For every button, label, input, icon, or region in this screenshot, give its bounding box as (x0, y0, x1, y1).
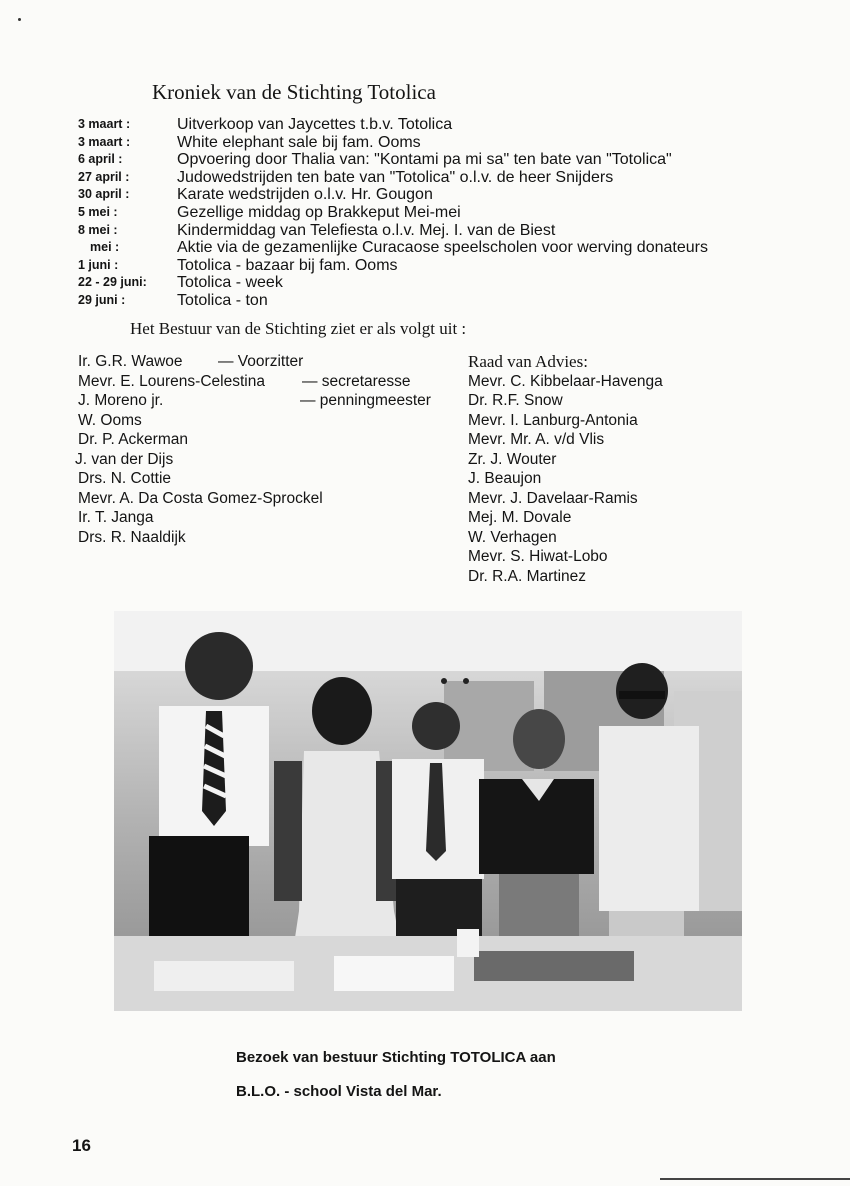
advisory-member: Mevr. I. Lanburg-Antonia (468, 411, 638, 429)
board-member-name: Dr. P. Ackerman (78, 431, 188, 448)
board-member-name: Mevr. E. Lourens-Celestina (78, 372, 265, 390)
advisory-council-title: Raad van Advies: (468, 352, 588, 371)
board-member-role: — Voorzitter (218, 353, 304, 370)
chronicle-text: Kindermiddag van Telefiesta o.l.v. Mej. I. van de Biest (177, 221, 556, 239)
chronicle-date: 8 mei : (78, 222, 118, 237)
chronicle-text: Totolica - ton (177, 291, 268, 309)
chronicle-date: 30 april : (78, 187, 130, 202)
chronicle-date: mei : (90, 240, 120, 255)
chronicle-date: 22 - 29 juni: (78, 275, 147, 290)
board-member-name: J. van der Dijs (75, 450, 174, 468)
page-number: 16 (72, 1136, 91, 1155)
page-title: Kroniek van de Stichting Totolica (152, 80, 436, 104)
advisory-member: W. Verhagen (468, 528, 557, 546)
advisory-member: Mevr. J. Davelaar-Ramis (468, 489, 638, 507)
group-photo (114, 611, 742, 1011)
advisory-member: Dr. R.F. Snow (468, 392, 563, 409)
board-member-role: — secretaresse (302, 372, 411, 390)
chronicle-date: 5 mei : (78, 204, 118, 219)
chronicle-text: Aktie via de gezamenlijke Curacaose speelscholen voor werving donateurs (177, 239, 708, 257)
chronicle-date: 6 april : (78, 152, 123, 167)
chronicle-date: 1 juni : (78, 257, 119, 272)
chronicle-date: 3 maart : (78, 134, 131, 149)
board-member-name: Ir. G.R. Wawoe (78, 353, 183, 370)
photo-caption-line-1: Bezoek van bestuur Stichting TOTOLICA aan (236, 1049, 556, 1066)
chronicle-text: Opvoering door Thalia van: "Kontami pa mi sa" ten bate van "Totolica" (177, 151, 672, 169)
advisory-member: Mevr. C. Kibbelaar-Havenga (468, 372, 663, 390)
photo-caption-line-2: B.L.O. - school Vista del Mar. (236, 1083, 442, 1100)
chronicle-date: 3 maart : (78, 117, 131, 131)
group-photo-illustration (114, 611, 742, 1011)
advisory-member: Mevr. S. Hiwat-Lobo (468, 548, 608, 565)
advisory-council-list (468, 352, 663, 586)
chronicle-text: Karate wedstrijden o.l.v. Hr. Gougon (177, 186, 433, 204)
advisory-member: Mej. M. Dovale (468, 509, 572, 526)
print-speck (18, 18, 21, 21)
board-member-name: Mevr. A. Da Costa Gomez-Sprockel (78, 489, 323, 507)
board-intro: Het Bestuur van de Stichting ziet er als volgt uit : (130, 319, 467, 338)
chronicle-text: White elephant sale bij fam. Ooms (177, 133, 421, 151)
board-member-name: Ir. T. Janga (78, 509, 154, 526)
chronicle-date: 29 juni : (78, 292, 126, 307)
advisory-member: Zr. J. Wouter (468, 450, 557, 468)
chronicle-text: Judowedstrijden ten bate van "Totolica" o.l.v. de heer Snijders (177, 168, 614, 186)
board-member-role: — penningmeester (300, 392, 431, 409)
chronicle-date: 27 april : (78, 169, 130, 184)
chronicle-text: Totolica - bazaar bij fam. Ooms (177, 256, 398, 274)
advisory-member: Dr. R.A. Martinez (468, 567, 586, 585)
scan-edge-line (660, 1178, 850, 1180)
advisory-member: J. Beaujon (468, 470, 542, 487)
board-member-name: Drs. N. Cottie (78, 470, 172, 487)
chronicle-text: Totolica - week (177, 274, 283, 292)
board-member-name: W. Ooms (78, 411, 142, 429)
board-member-name: Drs. R. Naaldijk (78, 528, 186, 546)
chronicle-text: Uitverkoop van Jaycettes t.b.v. Totolica (177, 116, 453, 133)
advisory-member: Mevr. Mr. A. v/d Vlis (468, 431, 605, 448)
chronicle-text: Gezellige middag op Brakkeput Mei-mei (177, 203, 461, 221)
board-member-name: J. Moreno jr. (78, 392, 164, 409)
